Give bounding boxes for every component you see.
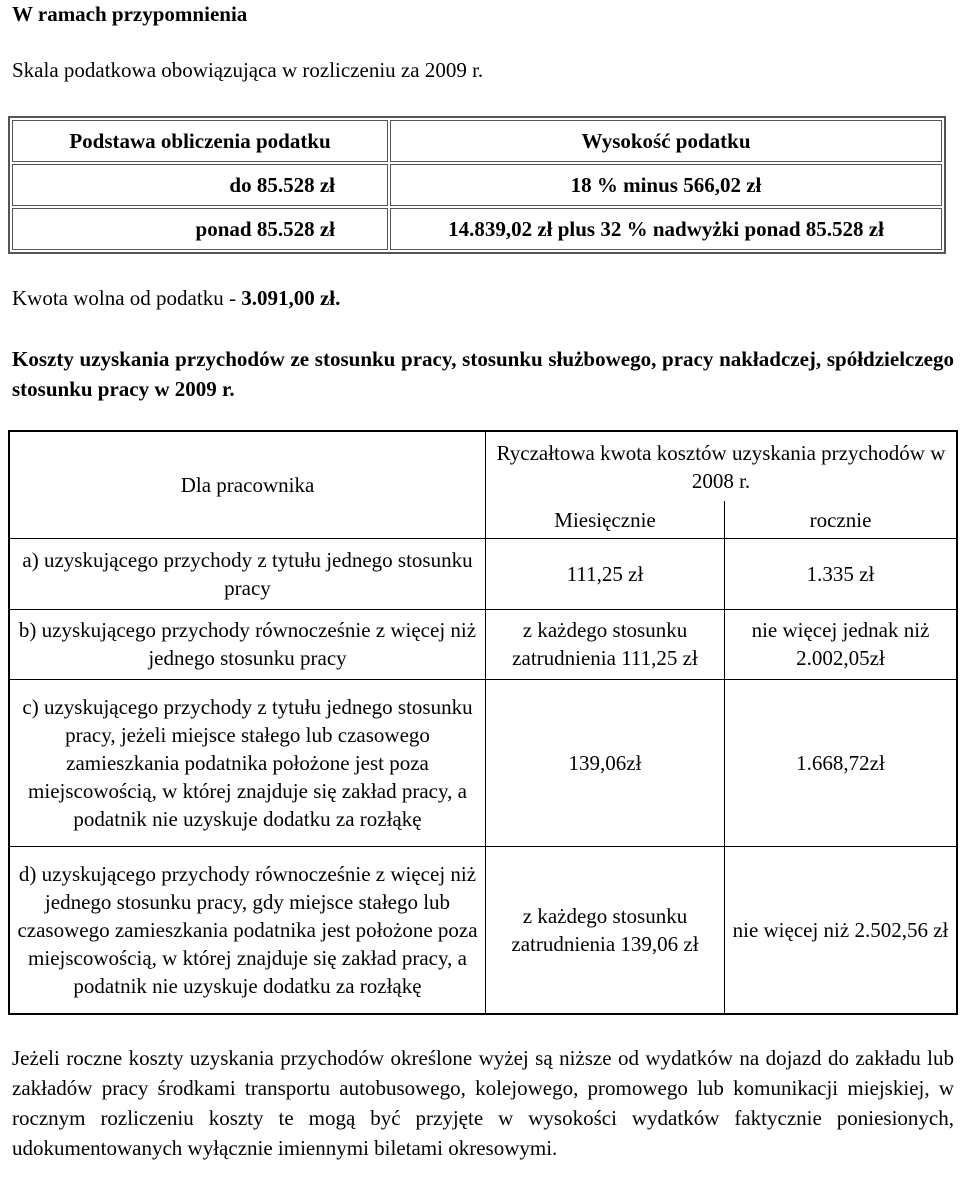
header-basis: Podstawa obliczenia podatku (12, 120, 388, 162)
header-yearly: rocznie (725, 501, 958, 538)
table-row (9, 539, 957, 609)
row-monthly: 111,25 zł (486, 539, 725, 609)
basis-cell: do 85.528 zł (12, 164, 388, 206)
row-description: b) uzyskującego przychody równocześnie z więcej niż jednego stosunku pracy (9, 609, 486, 679)
costs-table (8, 430, 958, 1015)
table-row (9, 609, 957, 679)
table-row (12, 208, 942, 250)
costs-title: Koszty uzyskania przychodów ze stosunku pracy, stosunku służbowego, pracy nakładczej, spółdzielczego stosunku pracy w 2009 r. (12, 347, 954, 401)
table-row (9, 846, 957, 1014)
costs-header-row (9, 431, 957, 501)
tax-free-amount (12, 286, 340, 311)
footer-paragraph: Jeżeli roczne koszty uzyskania przychodów określone wyżej są niższe od wydatków na dojazd do zakładu lub zakładów pracy środkami transportu autobusowego, kolejowego, promowego lub komunikacji miejskiej, w rocznym rozliczeniu koszty te mogą być przyjęte w wysokości wydatków faktycznie poniesionych, udokumentowanych wyłącznie imiennymi biletami okresowymi. (12, 1046, 954, 1160)
basis-cell: ponad 85.528 zł (12, 208, 388, 250)
row-yearly: 1.335 zł (725, 539, 958, 609)
tax-scale-table (8, 116, 946, 254)
row-description: c) uzyskującego przychody z tytułu jednego stosunku pracy, jeżeli miejsce stałego lub czasowego zamieszkania podatnika położone jest poza miejscowością, w której znajduje się zakład pracy, a podatnik nie uzyskuje dodatku za rozłąkę (9, 679, 486, 846)
tax-free-value: 3.091,00 zł. (241, 286, 341, 310)
row-monthly: z każdego stosunku zatrudnienia 111,25 zł (486, 609, 725, 679)
table-row (12, 164, 942, 206)
row-yearly: nie więcej niż 2.502,56 zł (725, 846, 958, 1014)
tax-free-label: Kwota wolna od podatku - (12, 286, 242, 310)
page-heading: W ramach przypomnienia (12, 2, 248, 26)
tax-cell: 14.839,02 zł plus 32 % nadwyżki ponad 85.528 zł (390, 208, 942, 250)
row-description: d) uzyskującego przychody równocześnie z więcej niż jednego stosunku pracy, gdy miejsce stałego lub czasowego zamieszkania podatnika jest położone poza miejscowością, w której znajduje się zakład pracy, a podatnik nie uzyskuje dodatku za rozłąkę (9, 846, 486, 1014)
table-row (9, 679, 957, 846)
header-monthly: Miesięcznie (486, 501, 725, 538)
row-yearly: 1.668,72zł (725, 679, 958, 846)
header-tax-amount: Wysokość podatku (390, 120, 942, 162)
tax-scale-header-row (12, 120, 942, 162)
row-monthly: 139,06zł (486, 679, 725, 846)
header-employee: Dla pracownika (9, 431, 486, 539)
row-monthly: z każdego stosunku zatrudnienia 139,06 zł (486, 846, 725, 1014)
header-lump-sum: Ryczałtowa kwota kosztów uzyskania przychodów w 2008 r. (486, 431, 958, 501)
tax-cell: 18 % minus 566,02 zł (390, 164, 942, 206)
tax-scale-subtitle: Skala podatkowa obowiązująca w rozliczeniu za 2009 r. (12, 58, 484, 82)
row-description: a) uzyskującego przychody z tytułu jednego stosunku pracy (9, 539, 486, 609)
row-yearly: nie więcej jednak niż 2.002,05zł (725, 609, 958, 679)
